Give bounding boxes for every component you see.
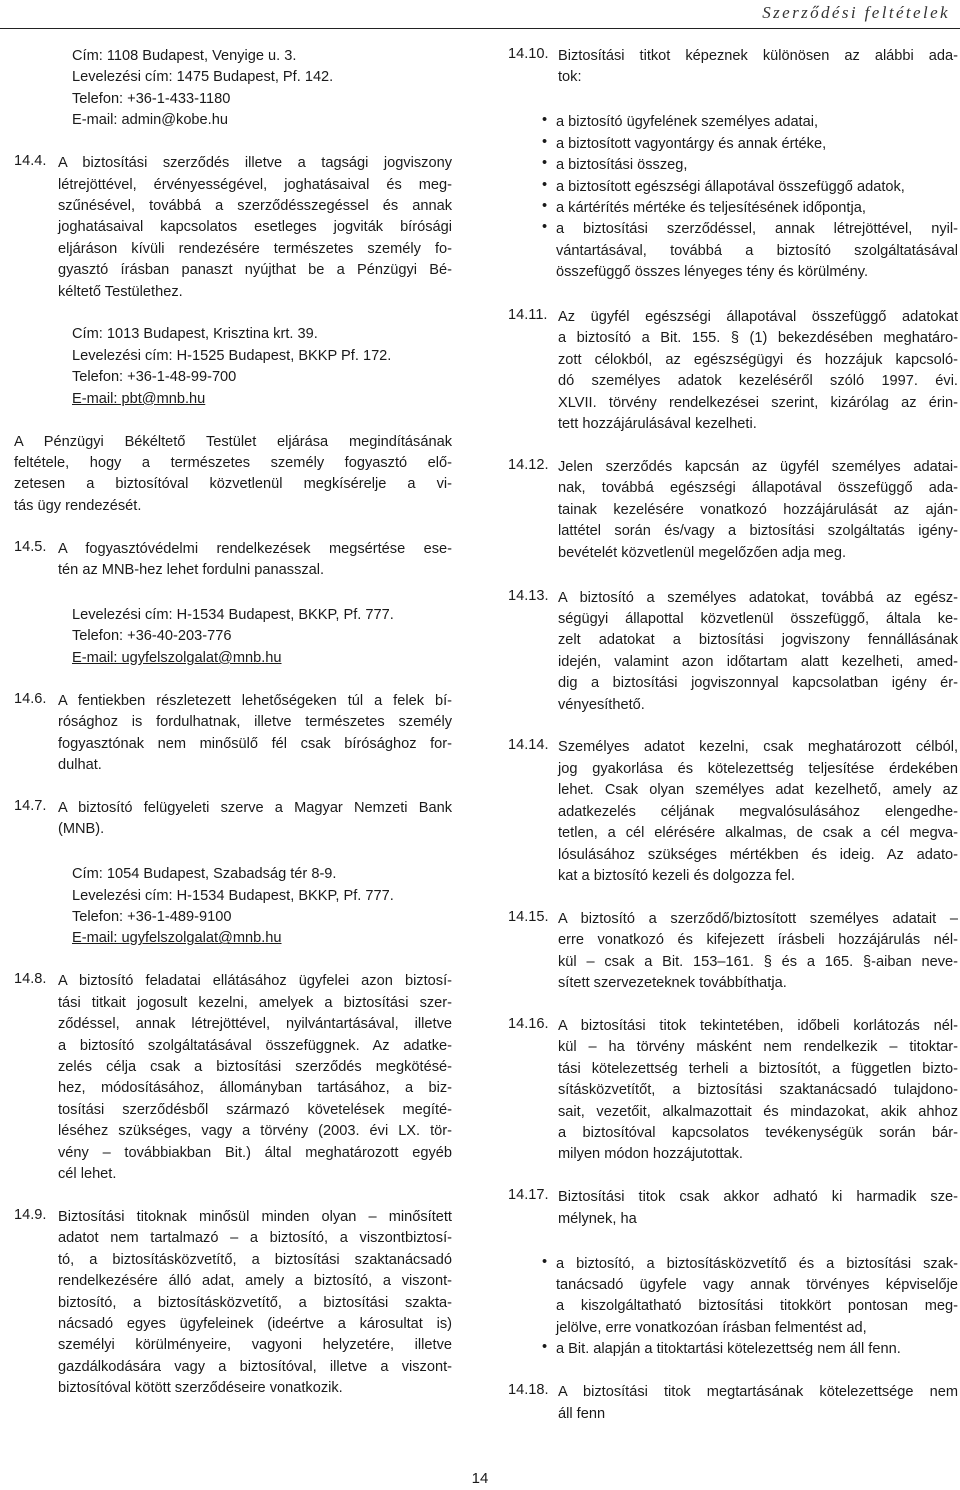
clause-line: adatot nem tartalmazó – a biztosító, a viszontbiztosí- xyxy=(58,1230,452,1247)
contact-line: Cím: 1013 Budapest, Krisztina krt. 39. xyxy=(72,326,318,343)
contact-line: Levelezési cím: 1475 Budapest, Pf. 142. xyxy=(72,69,334,86)
clause-number: 14.6. xyxy=(14,690,47,707)
clause-line: zott célokból, az egészségügyi és hozzájuk kapcsoló- xyxy=(558,351,958,368)
contact-line: Telefon: +36-1-489-9100 xyxy=(72,909,232,925)
clause-line: lósulásához szükséges mértékben és ideig. Az adato- xyxy=(558,846,958,863)
bullet-line: a biztosítási összeg, xyxy=(556,157,688,174)
clause-14-5 xyxy=(14,539,452,582)
clause-line: A biztosítási szerződés illetve a tagsági jogviszony xyxy=(58,155,452,172)
clause-line: Biztosítási titok csak akkor adható ki harmadik sze- xyxy=(558,1189,958,1206)
bullet-dot-icon: • xyxy=(542,1253,548,1270)
clause-number: 14.16. xyxy=(508,1015,549,1032)
clause-line: gyasztó írásban panaszt nyújthat be a Pénzügyi Bé- xyxy=(58,262,452,279)
contact-line: Telefon: +36-1-48-99-700 xyxy=(72,369,237,386)
clause-line: szűnésével, továbbá a szerződésszegéssel és annak xyxy=(58,197,452,214)
clause-line: joghatásaival kapcsolatos esetleges jogviták bírósági xyxy=(58,219,452,236)
clause-14-10 xyxy=(508,46,958,89)
clause-line: dig a biztosítási jogviszonnyal kapcsolatban igény ér- xyxy=(558,675,958,692)
clause-line: Jelen szerződés kapcsán az ügyfél személyes adatai- xyxy=(558,459,958,475)
clause-line: dulhat. xyxy=(58,756,102,773)
bullet-item xyxy=(508,177,958,198)
clause-line: kül – csak a Bit. 153–161. § és a 165. §-aiban neve- xyxy=(558,953,958,970)
clause-line: tok: xyxy=(558,69,582,86)
email-line: E-mail: pbt@mnb.hu xyxy=(72,390,206,407)
clause-line: a biztosítóval kapcsolatos tevékenységük során bár- xyxy=(558,1124,958,1141)
clause-line: eljáráson kívüli rendezésére természetes személy fo- xyxy=(58,240,452,257)
bullet-line: a biztosított egészségi állapotával összefüggő adatok, xyxy=(556,178,905,195)
clause-line: rendelkezésére álló adat, amely a biztosító, a viszont- xyxy=(58,1273,452,1290)
clause-number: 14.11. xyxy=(508,307,548,324)
clause-line: ségügyi állapottal közvetlenül összefüggő, általa ke- xyxy=(558,610,958,627)
clause-line: tó, a biztosításközvetítő, a biztosítási szaktanácsadó xyxy=(58,1251,452,1268)
clause-line: tetlen, a cél elérésére alkalmas, de csak a cél megva- xyxy=(558,825,958,842)
clause-14-14 xyxy=(508,737,958,887)
clause-line: erre vonatkozó és kifejezett írásbeli hozzájárulás nél- xyxy=(558,932,958,949)
clause-line: zelt adatokat a biztosítási jogviszony fennállásának xyxy=(558,632,958,649)
paragraph-line: tás ügy rendezését. xyxy=(14,497,142,514)
clause-line: A biztosító a személyes adatokat, továbbá az egész- xyxy=(558,589,958,606)
bullet-list-disclosure xyxy=(508,1254,958,1361)
bullet-dot-icon: • xyxy=(542,219,548,236)
clause-line: tett hozzájárulásával kezelheti. xyxy=(558,416,757,433)
clause-14-4 xyxy=(14,153,452,303)
clause-line: nak, továbbá egészségi állapotával összefüggő ada- xyxy=(558,480,958,497)
clause-line: a biztosító a Bit. 155. § (1) bekezdésében meghatáro- xyxy=(558,330,958,347)
clause-line: fogyasztónak nem minősülő fél csak bírósághoz for- xyxy=(58,735,452,752)
clause-line: Az ügyfél egészségi állapotával összefüggő adatokat xyxy=(558,309,958,326)
running-title: Szerződési feltételek xyxy=(762,3,950,22)
clause-line: vényesíthető. xyxy=(558,696,645,713)
clause-line: A biztosító a szerződő/biztosított személyes adatait – xyxy=(558,910,958,927)
bullet-item xyxy=(508,1254,958,1340)
clause-line: nácsadó egyes ügyfeleinek (ideértve a károsultat is) xyxy=(58,1315,452,1332)
clause-line: tainak kezelésére vonatkozó hozzájárulását az aján- xyxy=(558,501,958,518)
clause-line: kat a biztosító kezeli és dolgozza fel. xyxy=(558,867,795,884)
right-column xyxy=(508,46,958,1425)
clause-line: jog gyakorlása és kötelezettség teljesítése érdekében xyxy=(558,760,958,777)
bullet-line: a biztosított vagyontárgy és annak értéke, xyxy=(556,135,827,152)
left-column xyxy=(14,46,452,1400)
clause-line: adatkezelés céljának megvalósulásához elengedhe- xyxy=(558,803,958,820)
email-line: E-mail: ugyfelszolgalat@mnb.hu xyxy=(72,649,282,666)
contact-line: E-mail: admin@kobe.hu xyxy=(72,112,228,129)
clause-line: a biztosító szolgáltatásával összefüggnek. Az adatke- xyxy=(58,1037,452,1054)
bullet-list-secrets xyxy=(508,112,958,283)
clause-number: 14.14. xyxy=(508,737,549,754)
bullet-dot-icon: • xyxy=(542,197,548,214)
email-line: E-mail: ugyfelszolgalat@mnb.hu xyxy=(72,930,282,947)
bullet-line: összefüggő összes lényeges tény és körülmény. xyxy=(556,264,869,281)
clause-line: mélynek, ha xyxy=(558,1210,637,1227)
clause-line: sait, vezetőit, alkalmazottait és mindazokat, akik ahhoz xyxy=(558,1103,958,1120)
contact-line: Telefon: +36-1-433-1180 xyxy=(72,90,231,107)
bullet-item xyxy=(508,155,958,176)
clause-line: hez, módosításához, állományban tartásához, a biz- xyxy=(58,1080,452,1097)
paragraph-line: feltétele, hogy a természetes személy fogyasztó elő- xyxy=(14,455,452,471)
clause-line: XLVII. törvény rendelkezései szerint, kizárólag az érin- xyxy=(558,394,958,411)
clause-line: személyi körülményeire, vagyoni helyzetére, illetve xyxy=(58,1337,452,1354)
bullet-dot-icon: • xyxy=(542,112,548,129)
bullet-item xyxy=(508,219,958,283)
clause-14-18 xyxy=(508,1382,958,1425)
clause-line: tási kötelezettség terheli a biztosítót, a független bizto- xyxy=(558,1060,958,1077)
contact-line: Cím: 1108 Budapest, Venyige u. 3. xyxy=(72,48,297,64)
clause-14-17 xyxy=(508,1187,958,1230)
clause-number: 14.5. xyxy=(14,538,47,555)
clause-line: ződéssel, annak létrejöttével, nyilvántartásával, illetve xyxy=(58,1016,452,1033)
clause-line: gazdálkodására vagy a biztosítóval, illetve a viszont- xyxy=(58,1358,452,1375)
clause-line: bevételét közvetlenül megelőzően adja meg. xyxy=(558,544,847,561)
clause-line: milyen módon hozzájutottak. xyxy=(558,1146,743,1163)
clause-line: áll fenn xyxy=(558,1405,606,1422)
clause-14-11 xyxy=(508,307,958,435)
clause-line: létrejöttével, érvényességével, joghatásaival és meg- xyxy=(58,176,452,193)
clause-line: Személyes adatot kezelni, csak meghatározott célból, xyxy=(558,739,958,756)
clause-14-6 xyxy=(14,691,452,777)
paragraph-line: A Pénzügyi Békéltető Testület eljárása megindításának xyxy=(14,433,452,450)
contact-line: Levelezési cím: H-1534 Budapest, BKKP, Pf. 777. xyxy=(72,607,394,624)
clause-line: sításközvetítőt, a biztosítási szaktanácsadó tulajdono- xyxy=(558,1082,958,1099)
clause-line: léséhez szükséges, vagy a törvény (2003. évi LX. tör- xyxy=(58,1123,452,1140)
clause-line: kül – ha törvény másként nem rendelkezik – titoktar- xyxy=(558,1039,958,1056)
bullet-dot-icon: • xyxy=(542,176,548,193)
bullet-dot-icon: • xyxy=(542,155,548,172)
clause-14-13 xyxy=(508,588,958,716)
bullet-item xyxy=(508,1339,958,1360)
bullet-line: a kártérítés mértéke és teljesítésének időpontja, xyxy=(556,199,866,216)
clause-number: 14.9. xyxy=(14,1206,47,1223)
bullet-item xyxy=(508,198,958,219)
clause-line: Biztosítási titoknak minősül minden olyan – minősített xyxy=(58,1208,452,1225)
clause-line: A biztosítási titok megtartásának kötelezettsége nem xyxy=(558,1384,958,1401)
clause-line: rósághoz is fordulhatnak, illetve természetes személy xyxy=(58,714,452,731)
clause-number: 14.8. xyxy=(14,971,47,988)
clause-14-9 xyxy=(14,1207,452,1400)
contact-line: Levelezési cím: H-1525 Budapest, BKKP Pf. 172. xyxy=(72,347,392,364)
bullet-item xyxy=(508,134,958,155)
clause-line: biztosító, a biztosításközvetítő, a biztosítási szakta- xyxy=(58,1294,452,1311)
bullet-dot-icon: • xyxy=(542,133,548,150)
bullet-line: jelölve, erre vonatkozóan írásban felmentést ad, xyxy=(556,1319,867,1336)
clause-14-8 xyxy=(14,971,452,1185)
bullet-line: a Bit. alapján a titoktartási kötelezettség nem áll fenn. xyxy=(556,1341,901,1358)
clause-line: cél lehet. xyxy=(58,1165,117,1182)
clause-line: dó személyes adatok kezeléséről szóló 1997. évi. xyxy=(558,373,958,390)
clause-number: 14.13. xyxy=(508,587,549,604)
contact-line: Telefon: +36-40-203-776 xyxy=(72,628,232,645)
contact-block-mnb-complaints xyxy=(14,605,452,669)
page-number: 14 xyxy=(471,1470,489,1487)
contact-block-kobe xyxy=(14,46,452,132)
clause-line: tási titkait jogosult kezelni, amelyek a biztosítási szer- xyxy=(58,994,452,1011)
bullet-line: a kiszolgáltatható biztosítási titokkört pontosan meg- xyxy=(556,1298,958,1315)
bullet-line: vántartásával, továbbá a biztosító szolgáltatásával xyxy=(556,242,958,259)
paragraph-pbt-condition xyxy=(14,432,452,518)
clause-line: A fentiekben részletezett lehetőségeken túl a felek bí- xyxy=(58,692,452,709)
clause-14-7 xyxy=(14,798,452,841)
paragraph-line: zetesen a biztosítóval közvetlenül megkísérelje a vi- xyxy=(14,476,452,493)
clause-line: (MNB). xyxy=(58,821,105,838)
clause-line: zelés célja csak a biztosítási szerződés megkötésé- xyxy=(58,1058,452,1075)
clause-line: kéltető Testülethez. xyxy=(58,283,183,300)
clause-line: lehet. Csak olyan személyes adat kezelhető, amely az xyxy=(558,782,958,799)
bullet-line: a biztosító, a biztosításközvetítő és a biztosítási szak- xyxy=(556,1255,958,1272)
header-rule xyxy=(0,28,960,29)
page-header xyxy=(0,0,960,30)
clause-line: lattétel során és/vagy a biztosítási szolgáltatás igény- xyxy=(558,523,958,540)
clause-line: A biztosító feladatai ellátásához ügyfelei azon biztosí- xyxy=(58,973,452,990)
clause-number: 14.10. xyxy=(508,46,549,62)
clause-number: 14.4. xyxy=(14,153,47,170)
clause-line: A biztosító felügyeleti szerve a Magyar Nemzeti Bank xyxy=(58,799,452,816)
contact-block-pbt xyxy=(14,324,452,410)
clause-14-15 xyxy=(508,909,958,995)
clause-line: A biztosítási titok tekintetében, időbeli korlátozás nél- xyxy=(558,1017,958,1034)
clause-line: A fogyasztóvédelmi rendelkezések megsértése ese- xyxy=(58,540,452,557)
clause-number: 14.18. xyxy=(508,1382,549,1399)
contact-line: Levelezési cím: H-1534 Budapest, BKKP, Pf. 777. xyxy=(72,887,394,904)
clause-number: 14.12. xyxy=(508,457,549,473)
clause-14-16 xyxy=(508,1016,958,1166)
contact-line: Cím: 1054 Budapest, Szabadság tér 8-9. xyxy=(72,866,337,883)
clause-line: sített szervezeteknek továbbíthatja. xyxy=(558,975,787,992)
bullet-item xyxy=(508,112,958,133)
clause-line: idején, valamint azon időtartam alatt kezelheti, amed- xyxy=(558,653,958,670)
bullet-line: a biztosítási szerződéssel, annak létrejöttével, nyil- xyxy=(556,221,958,238)
clause-line: vény – továbbiakban Bit.) által meghatározott egyéb xyxy=(58,1144,452,1161)
contact-block-mnb xyxy=(14,864,452,950)
bullet-line: tanácsadó ügyfele vagy annak törvényes képviselője xyxy=(556,1277,958,1293)
clause-line: biztosítóval kötött szerződéseire vonatkozik. xyxy=(58,1380,343,1397)
clause-line: tén az MNB-hez lehet fordulni panasszal. xyxy=(58,562,325,579)
clause-line: tosítási szerződésből származó követelések megíté- xyxy=(58,1101,452,1118)
bullet-dot-icon: • xyxy=(542,1339,548,1356)
bullet-line: a biztosító ügyfelének személyes adatai, xyxy=(556,114,819,131)
clause-number: 14.7. xyxy=(14,797,47,814)
clause-number: 14.15. xyxy=(508,908,549,925)
clause-14-12 xyxy=(508,457,958,564)
clause-number: 14.17. xyxy=(508,1187,549,1204)
clause-line: Biztosítási titkot képeznek különösen az alábbi ada- xyxy=(558,48,958,64)
